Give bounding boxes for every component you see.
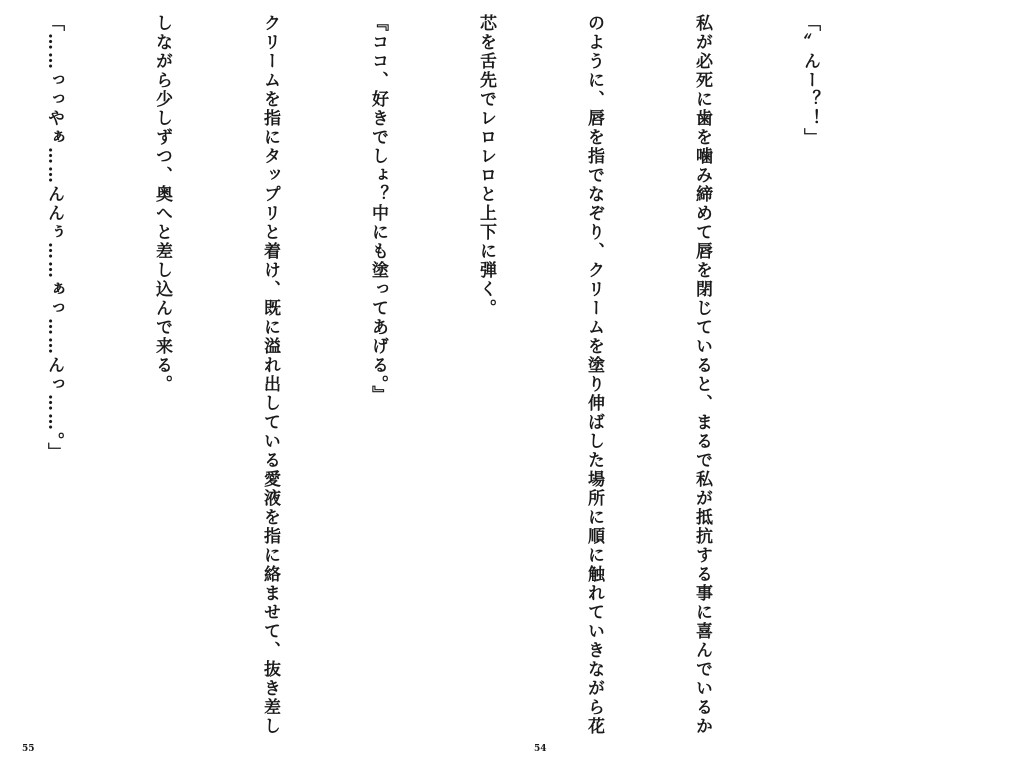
page-number-right: 54 [534, 744, 547, 754]
text-line: クリームを指にタップリと着け、既に溢れ出している愛液を指に絡ませて、抜き差し [260, 14, 280, 736]
vertical-text-body [44, 14, 900, 736]
text-line: 『ココ、好きでしょ？中にも塗ってあげる。』 [368, 14, 388, 405]
text-line: 私が必死に歯を噛み締めて唇を閉じていると、まるで私が抵抗する事に喜んでいるか [692, 14, 712, 736]
text-line: のように、唇を指でなぞり、クリームを塗り伸ばした場所に順に触れていきながら花 [584, 14, 604, 736]
page-number-left: 55 [22, 744, 35, 754]
text-line: 「……っっやぁ……んんぅ……ぁっ……んっ……。」 [44, 14, 64, 462]
text-line: 「〟んー？！」 [800, 14, 820, 147]
text-line: 芯を舌先でレロレロと上下に弾く。 [476, 14, 496, 318]
text-line: しながら少しずつ、奥へと差し込んで来る。 [152, 14, 172, 394]
